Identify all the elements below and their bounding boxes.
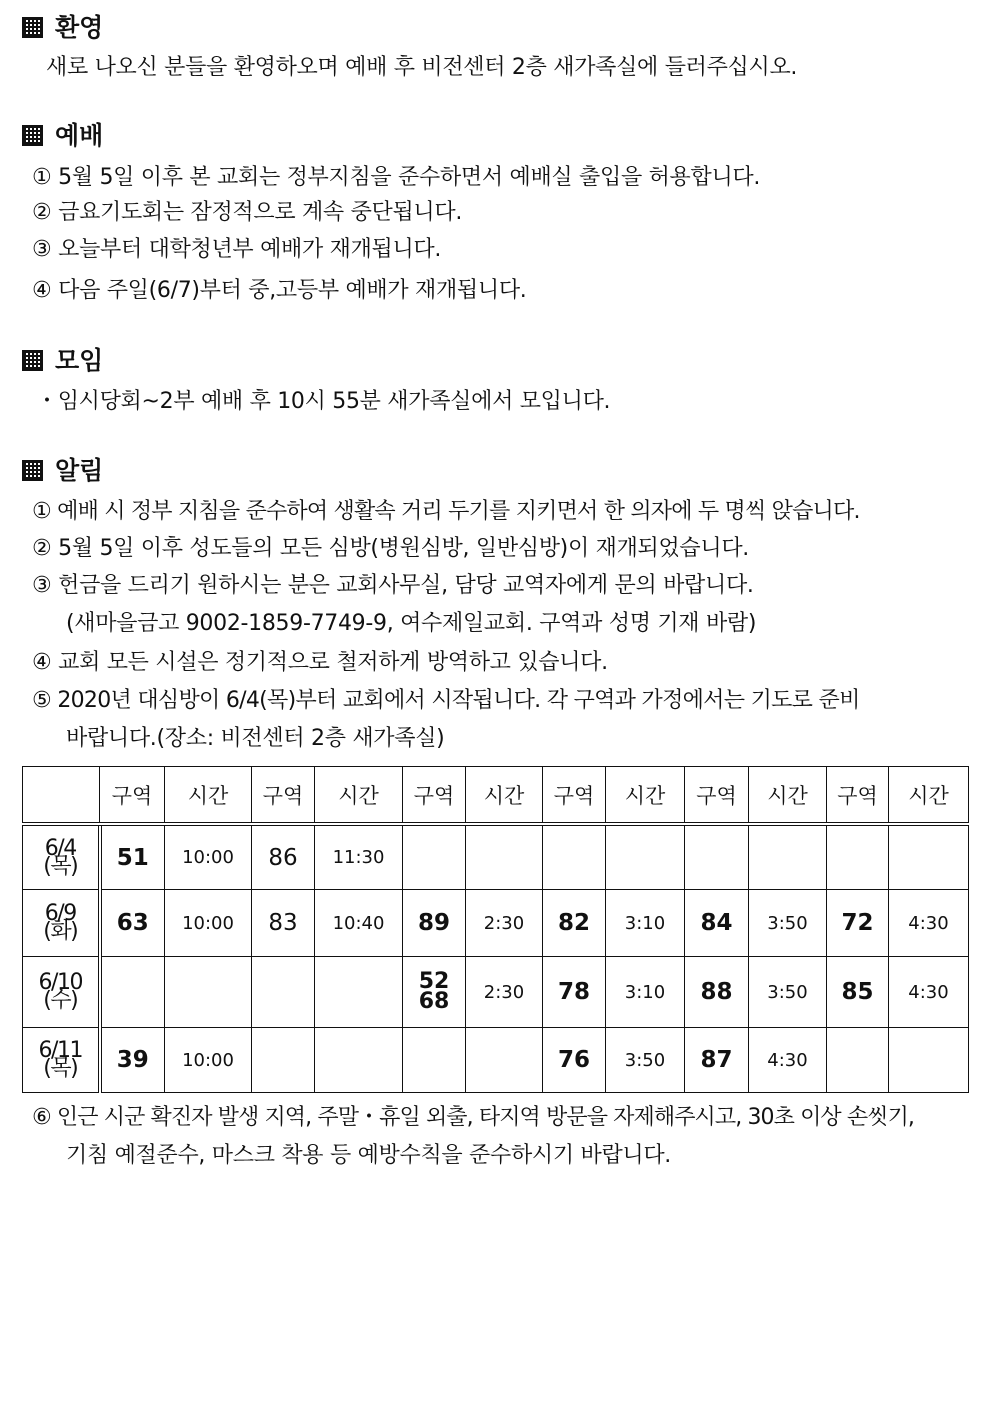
time-cell: 2:30 <box>466 957 543 1028</box>
district-cell <box>827 1028 889 1093</box>
time-cell <box>315 1028 403 1093</box>
welcome-text: 새로 나오신 분들을 환영하오며 예배 후 비전센터 2층 새가족실에 들러주십시오. <box>46 55 798 80</box>
time-cell <box>315 957 403 1028</box>
section-heading-meeting <box>22 345 103 377</box>
district-cell-double <box>403 957 466 1028</box>
notice-line: 바랍니다.(장소: 비전센터 2층 새가족실) <box>66 726 445 751</box>
table-header-row <box>23 767 969 825</box>
time-cell: 10:00 <box>165 890 252 957</box>
date-text: 6/10 <box>38 970 82 995</box>
notice-line: ① 예배 시 정부 지침을 준수하여 생활속 거리 두기를 지키면서 한 의자에 두 명씩 앉습니다. <box>32 499 860 524</box>
district-cell: 87 <box>685 1028 749 1093</box>
worship-item: ④ 다음 주일(6/7)부터 중,고등부 예배가 재개됩니다. <box>32 278 527 303</box>
header-cell-empty <box>23 767 100 825</box>
time-cell <box>466 1028 543 1093</box>
time-cell <box>466 824 543 890</box>
section-title: 예배 <box>55 121 104 150</box>
time-cell <box>606 824 685 890</box>
header-cell: 구역 <box>403 767 466 825</box>
time-cell: 10:40 <box>315 890 403 957</box>
header-cell: 시간 <box>466 767 543 825</box>
day-text: (화) <box>43 919 78 944</box>
notice-line: ② 5월 5일 이후 성도들의 모든 심방(병원심방, 일반심방)이 재개되었습니다. <box>32 536 749 561</box>
date-cell <box>23 890 100 957</box>
worship-item: ② 금요기도회는 잠정적으로 계속 중단됩니다. <box>32 200 463 225</box>
notice-line: 기침 예절준수, 마스크 착용 등 예방수칙을 준수하시기 바랍니다. <box>66 1143 671 1168</box>
district-cell: 72 <box>827 890 889 957</box>
notice-line: ④ 교회 모든 시설은 정기적으로 철저하게 방역하고 있습니다. <box>32 650 608 675</box>
time-cell: 11:30 <box>315 824 403 890</box>
date-text: 6/4 <box>44 835 76 861</box>
section-title: 환영 <box>55 13 104 42</box>
time-cell: 3:50 <box>749 890 827 957</box>
day-text: (수) <box>43 988 78 1013</box>
date-cell <box>23 957 100 1028</box>
notice-line: ③ 헌금을 드리기 원하시는 분은 교회사무실, 담당 교역자에게 문의 바랍니다. <box>32 573 754 598</box>
district-cell: 78 <box>543 957 606 1028</box>
worship-item: ① 5월 5일 이후 본 교회는 정부지침을 준수하면서 예배실 출입을 허용합니다. <box>32 165 761 190</box>
table-row <box>23 957 969 1028</box>
header-cell: 구역 <box>100 767 165 825</box>
district-cell <box>252 1028 315 1093</box>
table-row <box>23 890 969 957</box>
visitation-schedule-table <box>22 766 969 1093</box>
section-heading-welcome <box>22 12 103 44</box>
header-cell: 시간 <box>606 767 685 825</box>
day-text: (목) <box>43 853 78 879</box>
district-value: 52 <box>418 969 450 994</box>
time-cell <box>165 957 252 1028</box>
date-cell <box>23 1028 100 1093</box>
district-cell <box>252 957 315 1028</box>
day-text: (목) <box>43 1056 78 1081</box>
section-title: 모임 <box>55 346 104 375</box>
time-cell: 4:30 <box>749 1028 827 1093</box>
district-cell <box>403 824 466 890</box>
time-cell: 10:00 <box>165 824 252 890</box>
time-cell: 3:50 <box>606 1028 685 1093</box>
header-cell: 구역 <box>685 767 749 825</box>
hatched-square-icon <box>22 17 43 38</box>
district-cell: 88 <box>685 957 749 1028</box>
district-cell: 83 <box>252 890 315 957</box>
district-cell: 84 <box>685 890 749 957</box>
district-cell <box>100 957 165 1028</box>
meeting-item: ・임시당회~2부 예배 후 10시 55분 새가족실에서 모입니다. <box>36 389 611 414</box>
date-cell <box>23 824 100 890</box>
district-cell <box>403 1028 466 1093</box>
header-cell: 시간 <box>315 767 403 825</box>
district-cell: 86 <box>252 824 315 890</box>
district-cell: 82 <box>543 890 606 957</box>
header-cell: 구역 <box>827 767 889 825</box>
district-value: 68 <box>418 989 450 1014</box>
section-heading-worship <box>22 120 103 152</box>
notice-line: ⑤ 2020년 대심방이 6/4(목)부터 교회에서 시작됩니다. 각 구역과 가정에서는 기도로 준비 <box>32 688 860 713</box>
district-cell: 76 <box>543 1028 606 1093</box>
hatched-square-icon <box>22 125 43 146</box>
time-cell: 3:50 <box>749 957 827 1028</box>
time-cell: 3:10 <box>606 890 685 957</box>
header-cell: 구역 <box>252 767 315 825</box>
table-row <box>23 824 969 890</box>
notice-line: ⑥ 인근 시군 확진자 발생 지역, 주말・휴일 외출, 타지역 방문을 자제해주시고, 30초 이상 손씻기, <box>32 1105 915 1130</box>
time-cell <box>889 824 969 890</box>
date-text: 6/9 <box>44 901 76 926</box>
section-heading-notice <box>22 455 103 487</box>
district-cell: 39 <box>100 1028 165 1093</box>
district-cell <box>685 824 749 890</box>
district-cell: 51 <box>100 824 165 890</box>
district-cell <box>827 824 889 890</box>
district-cell <box>543 824 606 890</box>
header-cell: 시간 <box>889 767 969 825</box>
time-cell: 3:10 <box>606 957 685 1028</box>
district-cell: 85 <box>827 957 889 1028</box>
notice-line: (새마을금고 9002-1859-7749-9, 여수제일교회. 구역과 성명 기재 바람) <box>66 611 757 636</box>
time-cell: 4:30 <box>889 957 969 1028</box>
worship-item: ③ 오늘부터 대학청년부 예배가 재개됩니다. <box>32 237 442 262</box>
time-cell: 2:30 <box>466 890 543 957</box>
date-text: 6/11 <box>38 1038 82 1063</box>
district-cell: 63 <box>100 890 165 957</box>
district-cell: 89 <box>403 890 466 957</box>
header-cell: 구역 <box>543 767 606 825</box>
time-cell: 10:00 <box>165 1028 252 1093</box>
header-cell: 시간 <box>749 767 827 825</box>
time-cell: 4:30 <box>889 890 969 957</box>
time-cell <box>749 824 827 890</box>
hatched-square-icon <box>22 460 43 481</box>
section-title: 알림 <box>55 456 104 485</box>
table-row <box>23 1028 969 1093</box>
hatched-square-icon <box>22 350 43 371</box>
time-cell <box>889 1028 969 1093</box>
header-cell: 시간 <box>165 767 252 825</box>
